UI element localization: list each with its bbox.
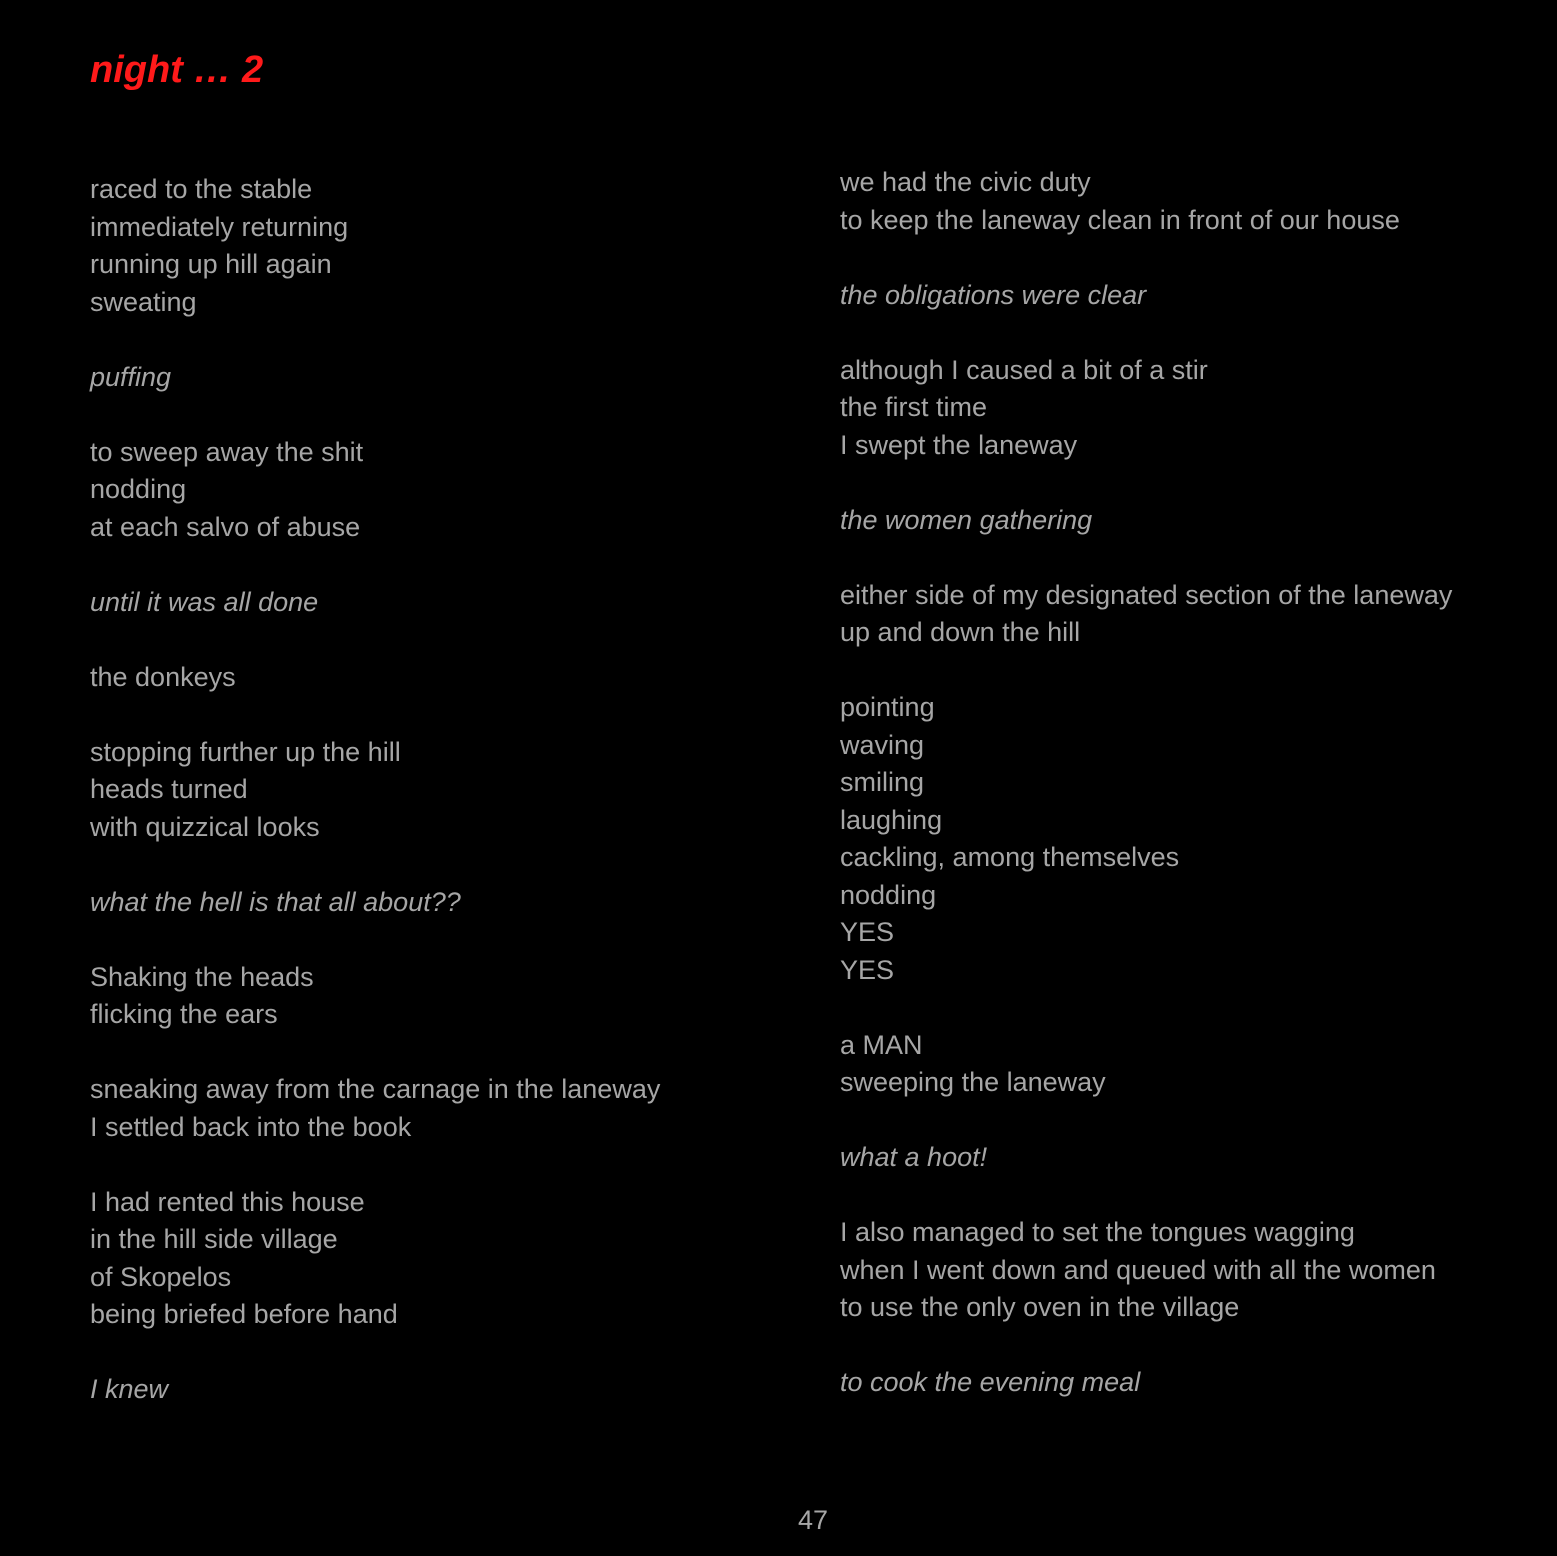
poem-line: in the hill side village [90, 1224, 338, 1254]
stanza-break [90, 1334, 660, 1372]
poem-line: to keep the laneway clean in front of our house [840, 204, 1400, 235]
stanza-break [840, 989, 1452, 1027]
poem-line: up and down the hill [840, 617, 1081, 647]
stanza-break [90, 396, 660, 434]
stanza-break [840, 1177, 1452, 1215]
stanza-break [90, 696, 660, 734]
poem-line: running up hill again [90, 249, 332, 279]
poem-line: nodding [840, 879, 937, 910]
stanza-break [90, 1146, 660, 1184]
poem-line: flicking the ears [90, 999, 278, 1029]
poem-line: immediately returning [90, 211, 349, 242]
poem-line: cackling, among themselves [840, 842, 1180, 872]
poem-line: I had rented this house [90, 1186, 365, 1217]
stanza-break [90, 546, 660, 584]
poem-line: nodding [90, 474, 187, 504]
stanza-break [840, 464, 1452, 502]
stanza-break [840, 239, 1452, 277]
poem-line: we had the civic duty [840, 167, 1091, 197]
poem-line: until it was all done [90, 586, 319, 617]
poem-line: pointing [840, 692, 935, 722]
stanza-break [90, 621, 660, 659]
poem-line: to use the only oven in the village [840, 1292, 1240, 1322]
poem-line: Shaking the heads [90, 961, 314, 992]
poem-line: I knew [90, 1374, 169, 1404]
poem-column-right [840, 164, 1452, 1402]
poem-line: YES [840, 917, 895, 947]
poem-line: smiling [840, 767, 925, 797]
poem-line: I settled back into the book [90, 1111, 412, 1142]
poem-line: sweating [90, 286, 197, 317]
stanza-break [840, 1102, 1452, 1140]
poem-line: when I went down and queued with all the women [840, 1254, 1436, 1285]
stanza-break [90, 321, 660, 359]
poem-line: YES [840, 954, 895, 985]
poem-line: the women gathering [840, 504, 1093, 535]
poem-line: being briefed before hand [90, 1299, 398, 1329]
poem-line: what a hoot! [840, 1142, 988, 1172]
poem-line: what the hell is that all about?? [90, 886, 461, 917]
poem-line: although I caused a bit of a stir [840, 354, 1208, 385]
poem-line: either side of my designated section of the laneway [840, 579, 1453, 610]
stanza-break [840, 314, 1452, 352]
poem-line: to cook the evening meal [840, 1367, 1141, 1397]
poem-line: of Skopelos [90, 1261, 232, 1292]
poem-line: raced to the stable [90, 174, 313, 204]
poem-column-left [90, 171, 660, 1409]
poem-line: the obligations were clear [840, 279, 1147, 310]
poem-line: I also managed to set the tongues wagging [840, 1217, 1355, 1247]
poem-line: sweeping the laneway [840, 1067, 1106, 1097]
poem-line: a MAN [840, 1029, 923, 1060]
poem-line: stopping further up the hill [90, 736, 401, 767]
stanza-break [90, 846, 660, 884]
poem-line: heads turned [90, 774, 248, 804]
stanza-break [840, 1327, 1452, 1365]
poem-line: sneaking away from the carnage in the laneway [90, 1074, 661, 1104]
poem-line: to sweep away the shit [90, 436, 364, 467]
stanza-break [840, 539, 1452, 577]
poem-line: the donkeys [90, 661, 236, 692]
stanza-break [90, 1034, 660, 1072]
poem-line: at each salvo of abuse [90, 511, 361, 542]
poem-line: laughing [840, 804, 943, 835]
page-number: 47 [797, 1505, 829, 1535]
poem-line: I swept the laneway [840, 429, 1078, 460]
poem-line: puffing [90, 361, 172, 392]
poem-line: with quizzical looks [90, 811, 320, 842]
page-title: night … 2 [90, 49, 264, 91]
poem-line: waving [840, 729, 925, 760]
stanza-break [90, 921, 660, 959]
stanza-break [840, 652, 1452, 690]
poem-line: the first time [840, 392, 988, 422]
